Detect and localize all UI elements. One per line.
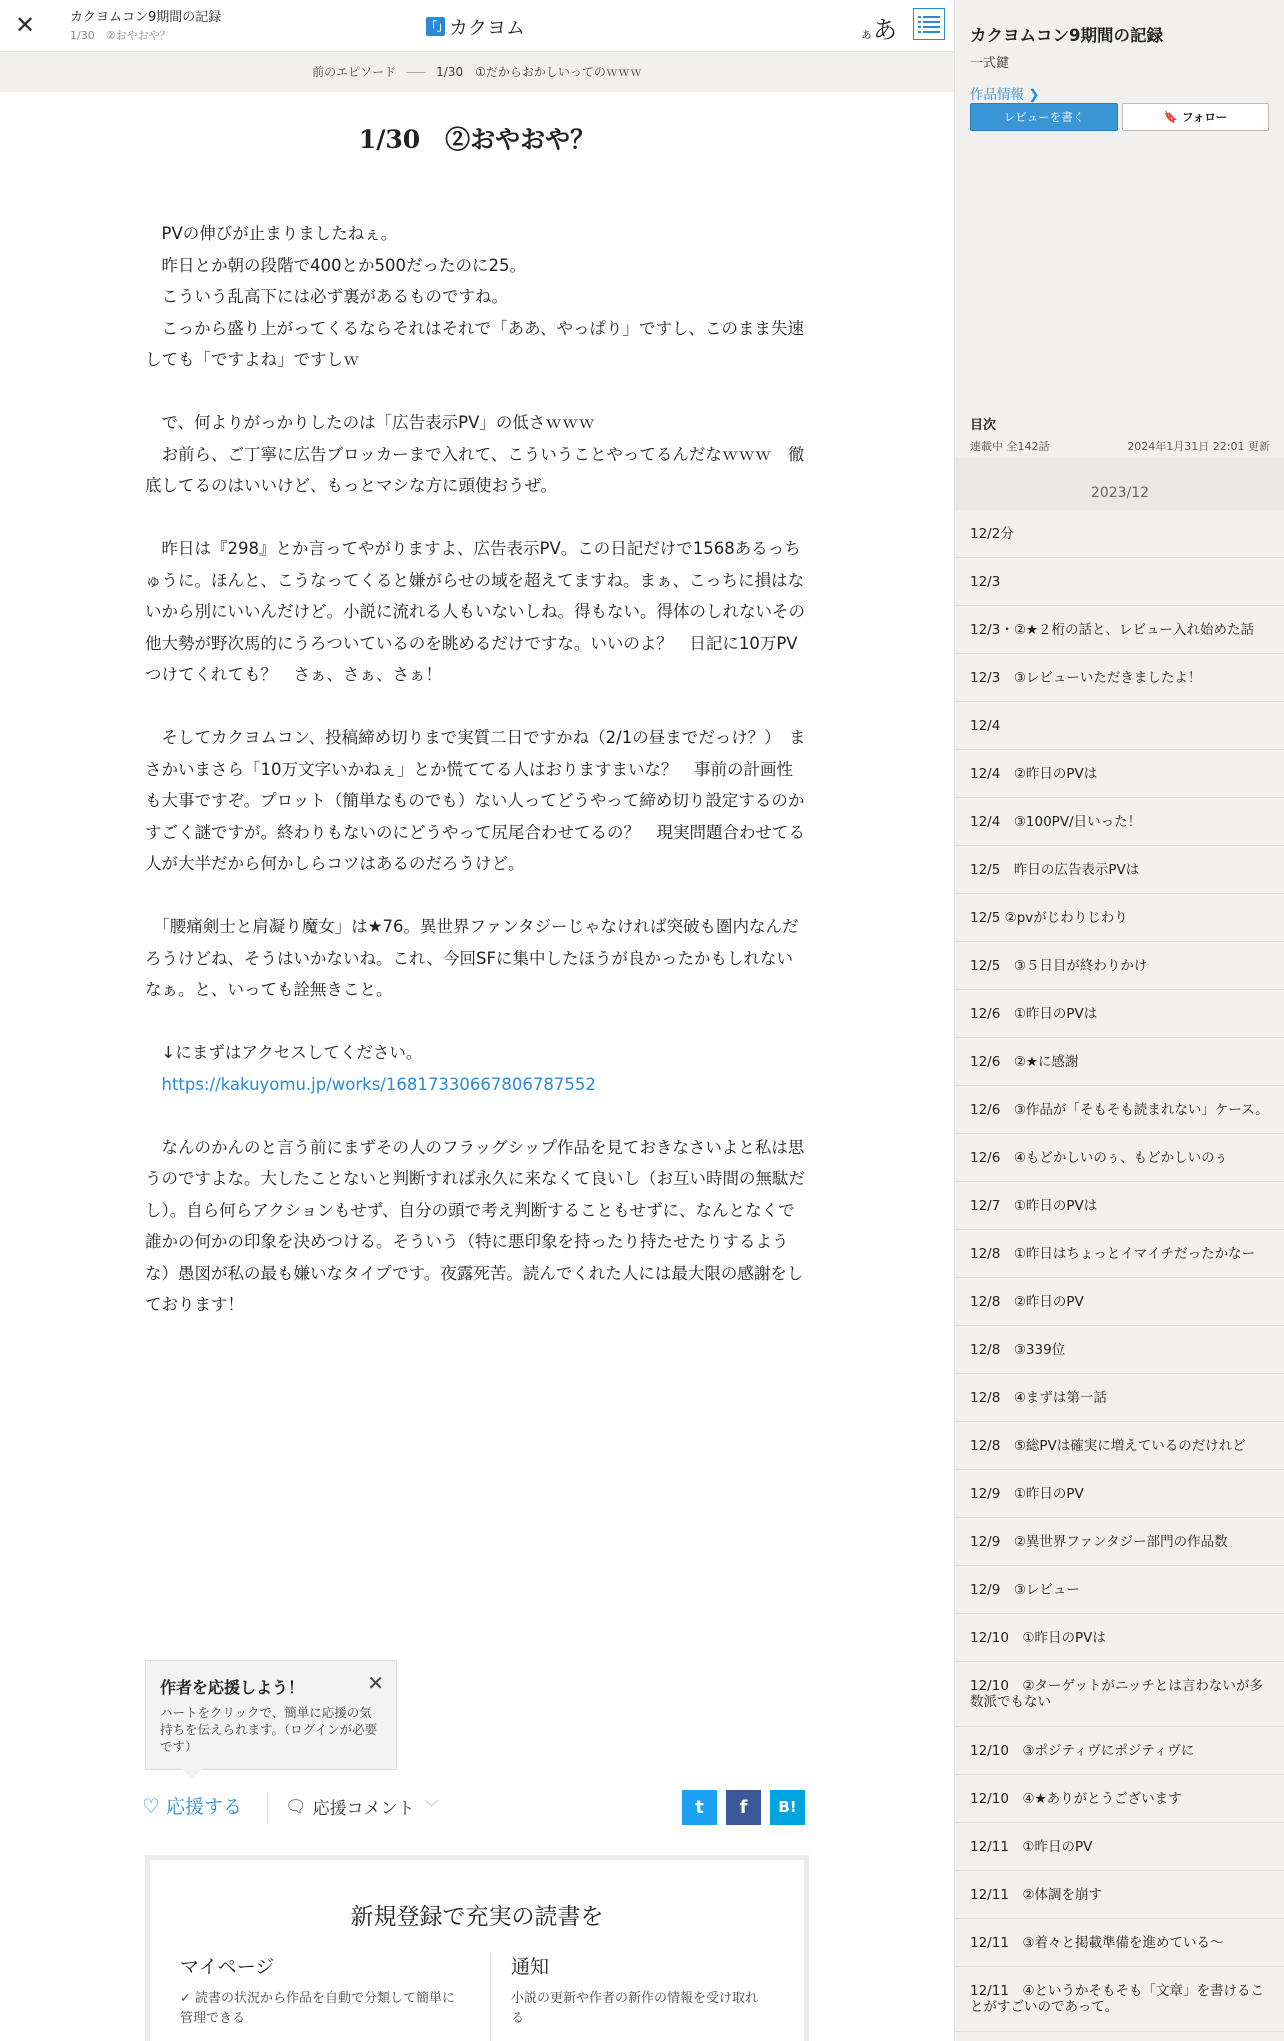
notice-title: 通知 [511,1956,550,1978]
toc-episode-item[interactable]: 12/11 ③着々と掲載準備を進めている〜 [955,1919,1284,1967]
toc-episode-item[interactable]: 12/5 ③５日目が終わりかけ [955,942,1284,990]
follow-label: フォロー [1181,110,1228,124]
body-paragraph: こういう乱高下には必ず裏があるものですね。 [145,287,508,306]
toc-menu-button[interactable] [913,8,945,40]
body-paragraph: そしてカクヨムコン、投稿締め切りまで実質二日ですかね（2/1の昼までだっけ？） まさかいまさら「10万文字いかねぇ」とか慌ててる人はおりますまいな？ 事前の計画性も大事ですぞ。プロット（簡単なものでも）ない人ってどうやって締め切り設定するのかすごく謎ですが。終わりもないのにどうやって尻尾合わせてるの？ 現実問題合わせてる人が大半だから何かしらコツはあるのだろうけど。 [145,728,806,873]
prev-episode-title: 1/30 ①だからおかしいってのｗｗｗ [436,65,642,79]
chevron-down-icon: ﹀ [424,1799,439,1816]
cheer-comment-label: 応援コメント [312,1799,415,1819]
toc-episode-item[interactable]: 12/4 ③100PV/日いった！ [955,798,1284,846]
mypage-text: ✓ 読書の状況から作品を自動で分類して簡単に管理できる [180,1991,456,2026]
bookmark-plus-icon: 🔖 [1163,110,1178,124]
divider [267,1792,268,1824]
toc-episode-item[interactable]: 12/3 ③レビューいただきましたよ！ [955,654,1284,702]
body-paragraph: で、何よりがっかりしたのは「広告表示PV」の低さｗｗｗ [145,413,595,432]
body-paragraph [145,880,809,912]
comment-icon: 🗨 [285,1796,307,1817]
body-paragraph: PVの伸びが止まりましたねぇ。 [145,224,398,243]
toc-month-header[interactable]: 2023/12 [955,458,1284,510]
logo-text: カクヨム [449,17,526,39]
mypage-feature [180,1952,460,2029]
cheer-label: 応援する [165,1796,242,1818]
body-paragraph: 「腰痛剣士と肩凝り魔女」は★76。異世界ファンタジーじゃなければ突破も圏内なんだろうけどね、そうはいかないね。これ、今回SFに集中したほうが良かったかもしれないなぁ。と、いっても詮無きこと。 [145,917,799,999]
cheer-tooltip-text: ハートをクリックで、簡単に応援の気持ちを伝えられます。（ログインが必要です） [160,1705,378,1754]
toc-episode-item[interactable]: 12/9 ②異世界ファンタジー部門の作品数 [955,1518,1284,1566]
font-size-button[interactable] [860,10,897,45]
logo-icon: 「」 [426,17,445,36]
toc-episode-item[interactable]: 12/11 ②体調を崩す [955,1871,1284,1919]
body-paragraph [145,1100,809,1132]
toc-episode-item[interactable]: 12/10 ③ポジティヴにポジティヴに [955,1727,1284,1775]
body-paragraph [145,1006,809,1038]
site-logo[interactable] [426,13,525,40]
episode-title: 1/30 ②おやおや？ [358,125,596,154]
body-paragraph: 昨日とか朝の段階で400とか500だったのに25。 [145,255,526,275]
toc-episode-item[interactable]: 12/3 [955,558,1284,606]
body-paragraph: 昨日は『298』とか言ってやがりますよ、広告表示PV。この日記だけで1568あるっちゅうに。ほんと、こうなってくると嫌がらせの域を超えてますね。まぁ、こっちに損はないから別にいいんだけど。小説に流れる人もいないしね。得もない。得体のしれないその他大勢が野次馬的にうろついているのを眺めるだけですな。いいのよ？ 日記に10万PVつけてくれても？ さぁ、さぁ、さぁ！ [145,539,805,684]
body-paragraph: ↓にまずはアクセスしてください。 [145,1043,423,1062]
sidebar-author[interactable]: 一式鍵 [970,56,1010,71]
body-paragraph: なんのかんのと言う前にまずその人のフラッグシップ作品を見ておきなさいよと私は思うのですよな。大したことないと判断すれば永久に来なくて良いし（お互い時間の無駄だし）。自ら何らアクションもせず、自分の頭で考え判断することもせずに、なんとなくで誰かの何かの印象を決めつける。そういう（特に悪印象を持ったり持たせたりするような）愚図が私の最も嫌いなタイプです。夜露死苦。読んでくれた人には最大限の感謝をしております！ [145,1137,805,1314]
body-paragraph: お前ら、ご丁寧に広告ブロッカーまで入れて、こういうことやってるんだなｗｗｗ 徹底してるのはいいけど、もっとマシな方に頭使おうぜ。 [145,444,805,495]
toc-episode-item[interactable]: 12/11 ①昨日のPV [955,1823,1284,1871]
toc-episode-item[interactable]: 12/10 ①昨日のPVは [955,1614,1284,1662]
toc-heading: 目次 [970,418,997,433]
updated-date: 2024年1月31日 22:01 更新 [1127,440,1270,453]
sidebar-work-header [970,22,1270,103]
font-large-glyph: あ [873,16,898,44]
hatena-bookmark-button[interactable]: B! [770,1790,805,1825]
follow-button[interactable] [1122,103,1269,131]
font-small-glyph: ぁ [860,27,874,42]
prev-episode-link[interactable] [0,52,954,92]
breadcrumb[interactable] [70,9,221,43]
serial-status: 連載中 全142話 [970,440,1050,453]
body-link-paragraph [145,1069,809,1101]
toc-episode-item[interactable]: 12/8 ④まずは第一話 [955,1374,1284,1422]
toc-episode-item[interactable]: 12/7 ①昨日のPVは [955,1182,1284,1230]
cheer-tooltip [145,1660,397,1770]
toc-episode-item[interactable]: 12/4 [955,702,1284,750]
toc-episode-item[interactable]: 12/5 昨日の広告表示PVは [955,846,1284,894]
toc-episode-item[interactable]: 12/2分 [955,510,1284,558]
toc-meta [970,438,1270,454]
toc-episode-item[interactable]: 12/6 ③作品が「そもそも読まれない」ケース。 [955,1086,1284,1134]
prev-episode-label: 前のエピソード [312,65,397,79]
toc-episode-item[interactable]: 12/6 ①昨日のPVは [955,990,1284,1038]
toc-episode-item[interactable]: 12/10 ②ターゲットがニッチとは言わないが多数派でもない [955,1662,1284,1727]
toc-episode-item[interactable]: 12/6 ②★に感謝 [955,1038,1284,1086]
body-paragraph [145,691,809,723]
work-info-link[interactable]: 作品情報 ❯ [970,87,1040,103]
sidebar-work-title[interactable]: カクヨムコン9期間の記録 [970,26,1163,45]
heart-icon: ♡ [142,1793,160,1818]
episode-body [145,218,809,1321]
header-episode-title: 1/30 ②おやおや？ [70,29,171,42]
header-work-title[interactable]: カクヨムコン9期間の記録 [70,10,222,25]
notice-text: 小説の更新や作者の新作の情報を受け取れる [511,1991,759,2026]
body-paragraph [145,502,809,534]
toc-episode-item[interactable]: 12/8 ①昨日はちょっとイマイチだったかなー [955,1230,1284,1278]
body-paragraph [145,376,809,408]
twitter-share-button[interactable]: t [682,1790,717,1825]
cheer-comment-button[interactable] [285,1794,439,1819]
cheer-tooltip-title: 作者を応援しよう！ [160,1678,305,1697]
reader-header [0,0,954,52]
toc-episode-item[interactable]: 12/9 ①昨日のPV [955,1470,1284,1518]
toc-episode-item[interactable]: 12/8 ⑤総PVは確実に増えているのだけれど [955,1422,1284,1470]
toc-episode-item[interactable]: 12/5 ②pvがじわりじわり [955,894,1284,942]
episode-list [955,510,1284,2032]
cheer-button[interactable] [142,1792,242,1819]
body-paragraph: こっから盛り上がってくるならそれはそれで「ああ、やっぱり」ですし、このまま失速しても「ですよね」ですしｗ [145,318,805,369]
list-icon [918,15,940,33]
toc-episode-item[interactable]: 12/3・②★２桁の話と、レビュー入れ始めた話 [955,606,1284,654]
notice-feature [490,1952,770,2041]
close-icon[interactable]: ✕ [14,11,36,39]
toc-episode-item[interactable]: 12/8 ②昨日のPV [955,1278,1284,1326]
toc-episode-item[interactable]: 12/4 ②昨日のPVは [955,750,1284,798]
signup-title: 新規登録で充実の読書を [350,1904,604,1930]
toc-episode-item[interactable]: 12/9 ③レビュー [955,1566,1284,1614]
toc-episode-item[interactable]: 12/6 ④もどかしいのぅ、もどかしいのぅ [955,1134,1284,1182]
close-icon[interactable]: ✕ [367,1671,384,1695]
toc-episode-item[interactable]: 12/11 ④というかそもそも「文章」を書けることがすごいのであって。 [955,1967,1284,2032]
toc-episode-item[interactable]: 12/10 ④★ありがとうございます [955,1775,1284,1823]
mypage-title: マイページ [180,1956,275,1978]
write-review-button[interactable]: レビューを書く [970,103,1118,131]
episode-actions [142,1790,808,1828]
signup-promo [145,1855,809,2041]
toc-sidebar [954,0,1284,2041]
prev-separator [406,72,426,73]
work-link[interactable]: https://kakuyomu.jp/works/16817330667806787552 [161,1074,596,1094]
toc-episode-item[interactable]: 12/8 ③339位 [955,1326,1284,1374]
facebook-share-button[interactable]: f [726,1790,761,1825]
